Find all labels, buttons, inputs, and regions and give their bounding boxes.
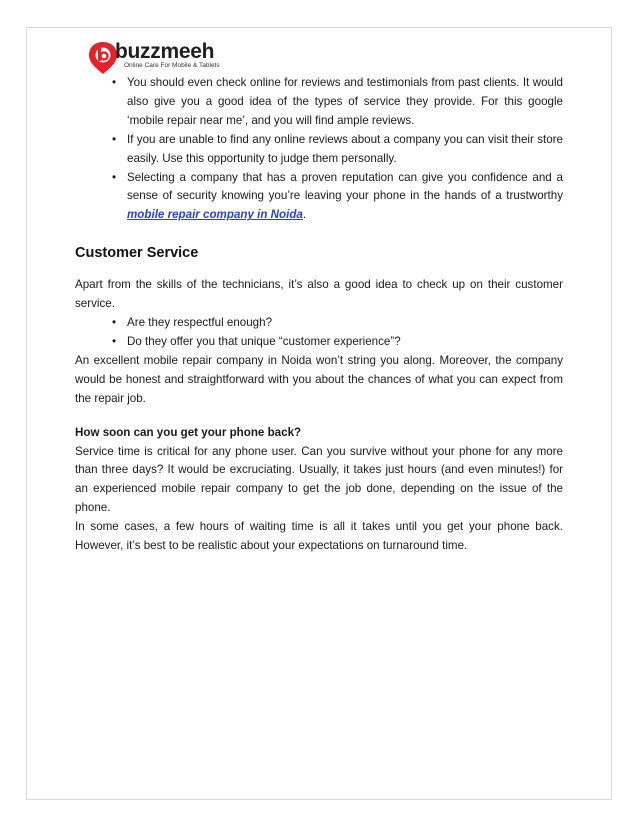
top-bullet-list [75,74,563,225]
brand-tagline: Online Care For Mobile & Tablets [124,62,220,69]
list-item-text: Selecting a company that has a proven reputation can give you confidence and a sense of security knowing you’re leaving your phone in the hands of a trustworthy [127,170,563,203]
customer-service-bullet-list [75,314,563,352]
customer-service-heading: Customer Service [75,245,199,262]
document-body [75,74,563,556]
document-page [26,27,612,800]
customer-service-paragraph: An excellent mobile repair company in Noida won’t string you along. Moreover, the company would be honest and straightforward with you about the chances of what you can expect from the repair job. [75,353,563,405]
phone-back-paragraph-2: In some cases, a few hours of waiting time is all it takes until you get your phone back. However, it’s best to be realistic about your expectations on turnaround time. [75,520,563,553]
mobile-repair-noida-link[interactable]: mobile repair company in Noida [127,208,303,222]
brand-name: buzzmeeh [115,40,215,63]
phone-back-heading: How soon can you get your phone back? [75,425,302,439]
list-item: • Are they respectful enough? [75,314,563,333]
list-item: • Do they offer you that unique “customer experience”? [75,333,563,352]
phone-back-paragraph-1: Service time is critical for any phone user. Can you survive without your phone for any more than three days? It would be excruciating. Usually, it takes just hours (and even minutes!) for an experienced mobile repair company to get the job done, depending on the issue of the phone. [75,444,563,515]
list-item: • You should even check online for reviews and testimonials from past clients. It would also give you a good idea of the types of service they provide. For this google ‘mobile repair near me’, and you will find ample reviews. [75,74,563,131]
list-item-text-end: . [302,208,307,222]
brand-logo [87,40,227,76]
customer-service-intro: Apart from the skills of the technicians, it’s also a good idea to check up on their customer service. [75,278,563,311]
list-item: • If you are unable to find any online reviews about a company you can visit their store easily. Use this opportunity to judge them personally. [75,131,563,169]
list-item [75,169,563,226]
